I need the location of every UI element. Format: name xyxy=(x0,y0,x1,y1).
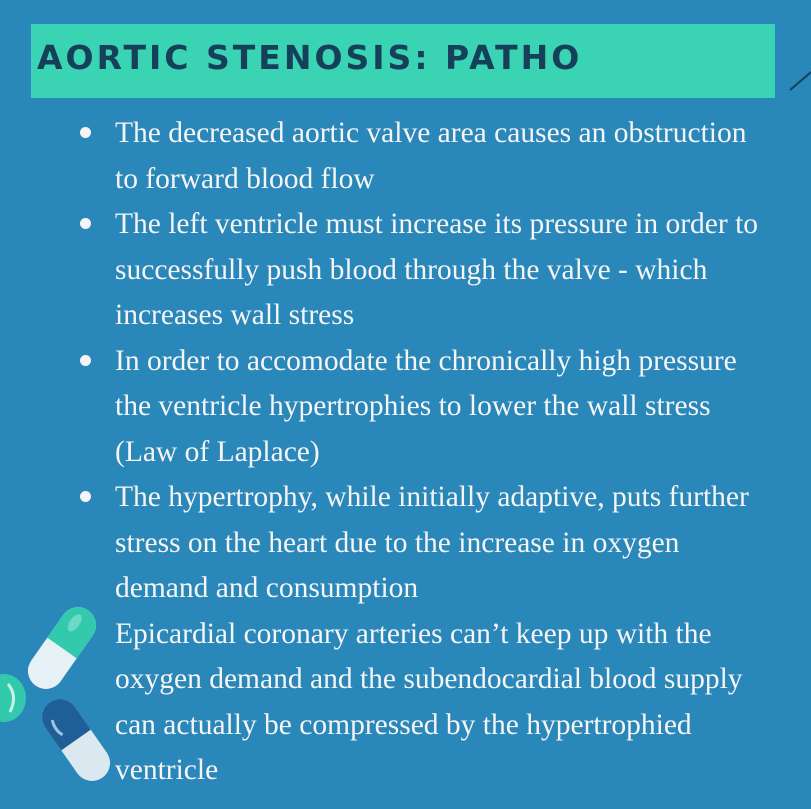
bullet-dot-icon xyxy=(80,218,91,229)
bullet-item xyxy=(115,475,775,612)
pill-tablet-icon xyxy=(0,674,26,722)
bullet-item xyxy=(115,111,775,202)
bullet-text: The left ventricle must increase its pressure in order to successfully push blood through the valve - which increases wall stress xyxy=(115,208,759,331)
bullet-text: In order to accomodate the chronically high pressure the ventricle hypertrophies to lower the wall stress (Law of Laplace) xyxy=(115,344,737,468)
title-bar xyxy=(31,24,775,98)
bullet-item xyxy=(115,202,775,339)
bullet-text: Epicardial coronary arteries can’t keep up with the oxygen demand and the subendocardial blood supply can actually be compressed by the hypertrophied ventricle xyxy=(115,617,743,786)
bullet-text: The hypertrophy, while initially adaptive, puts further stress on the heart due to the increase in oxygen demand and consumption xyxy=(115,481,749,604)
bullet-dot-icon xyxy=(80,127,91,138)
pills-decoration xyxy=(0,600,120,800)
bullet-list xyxy=(115,111,775,794)
bullet-item xyxy=(115,612,775,794)
pill-capsule-icon xyxy=(35,692,117,788)
pill-capsule-icon xyxy=(21,600,103,696)
bullet-dot-icon xyxy=(80,355,91,366)
bullet-text: The decreased aortic valve area causes an obstruction to forward blood flow xyxy=(115,117,747,195)
bullet-item xyxy=(115,339,775,476)
slide-title: AORTIC STENOSIS: PATHO xyxy=(37,38,583,77)
bullet-dot-icon xyxy=(80,491,91,502)
